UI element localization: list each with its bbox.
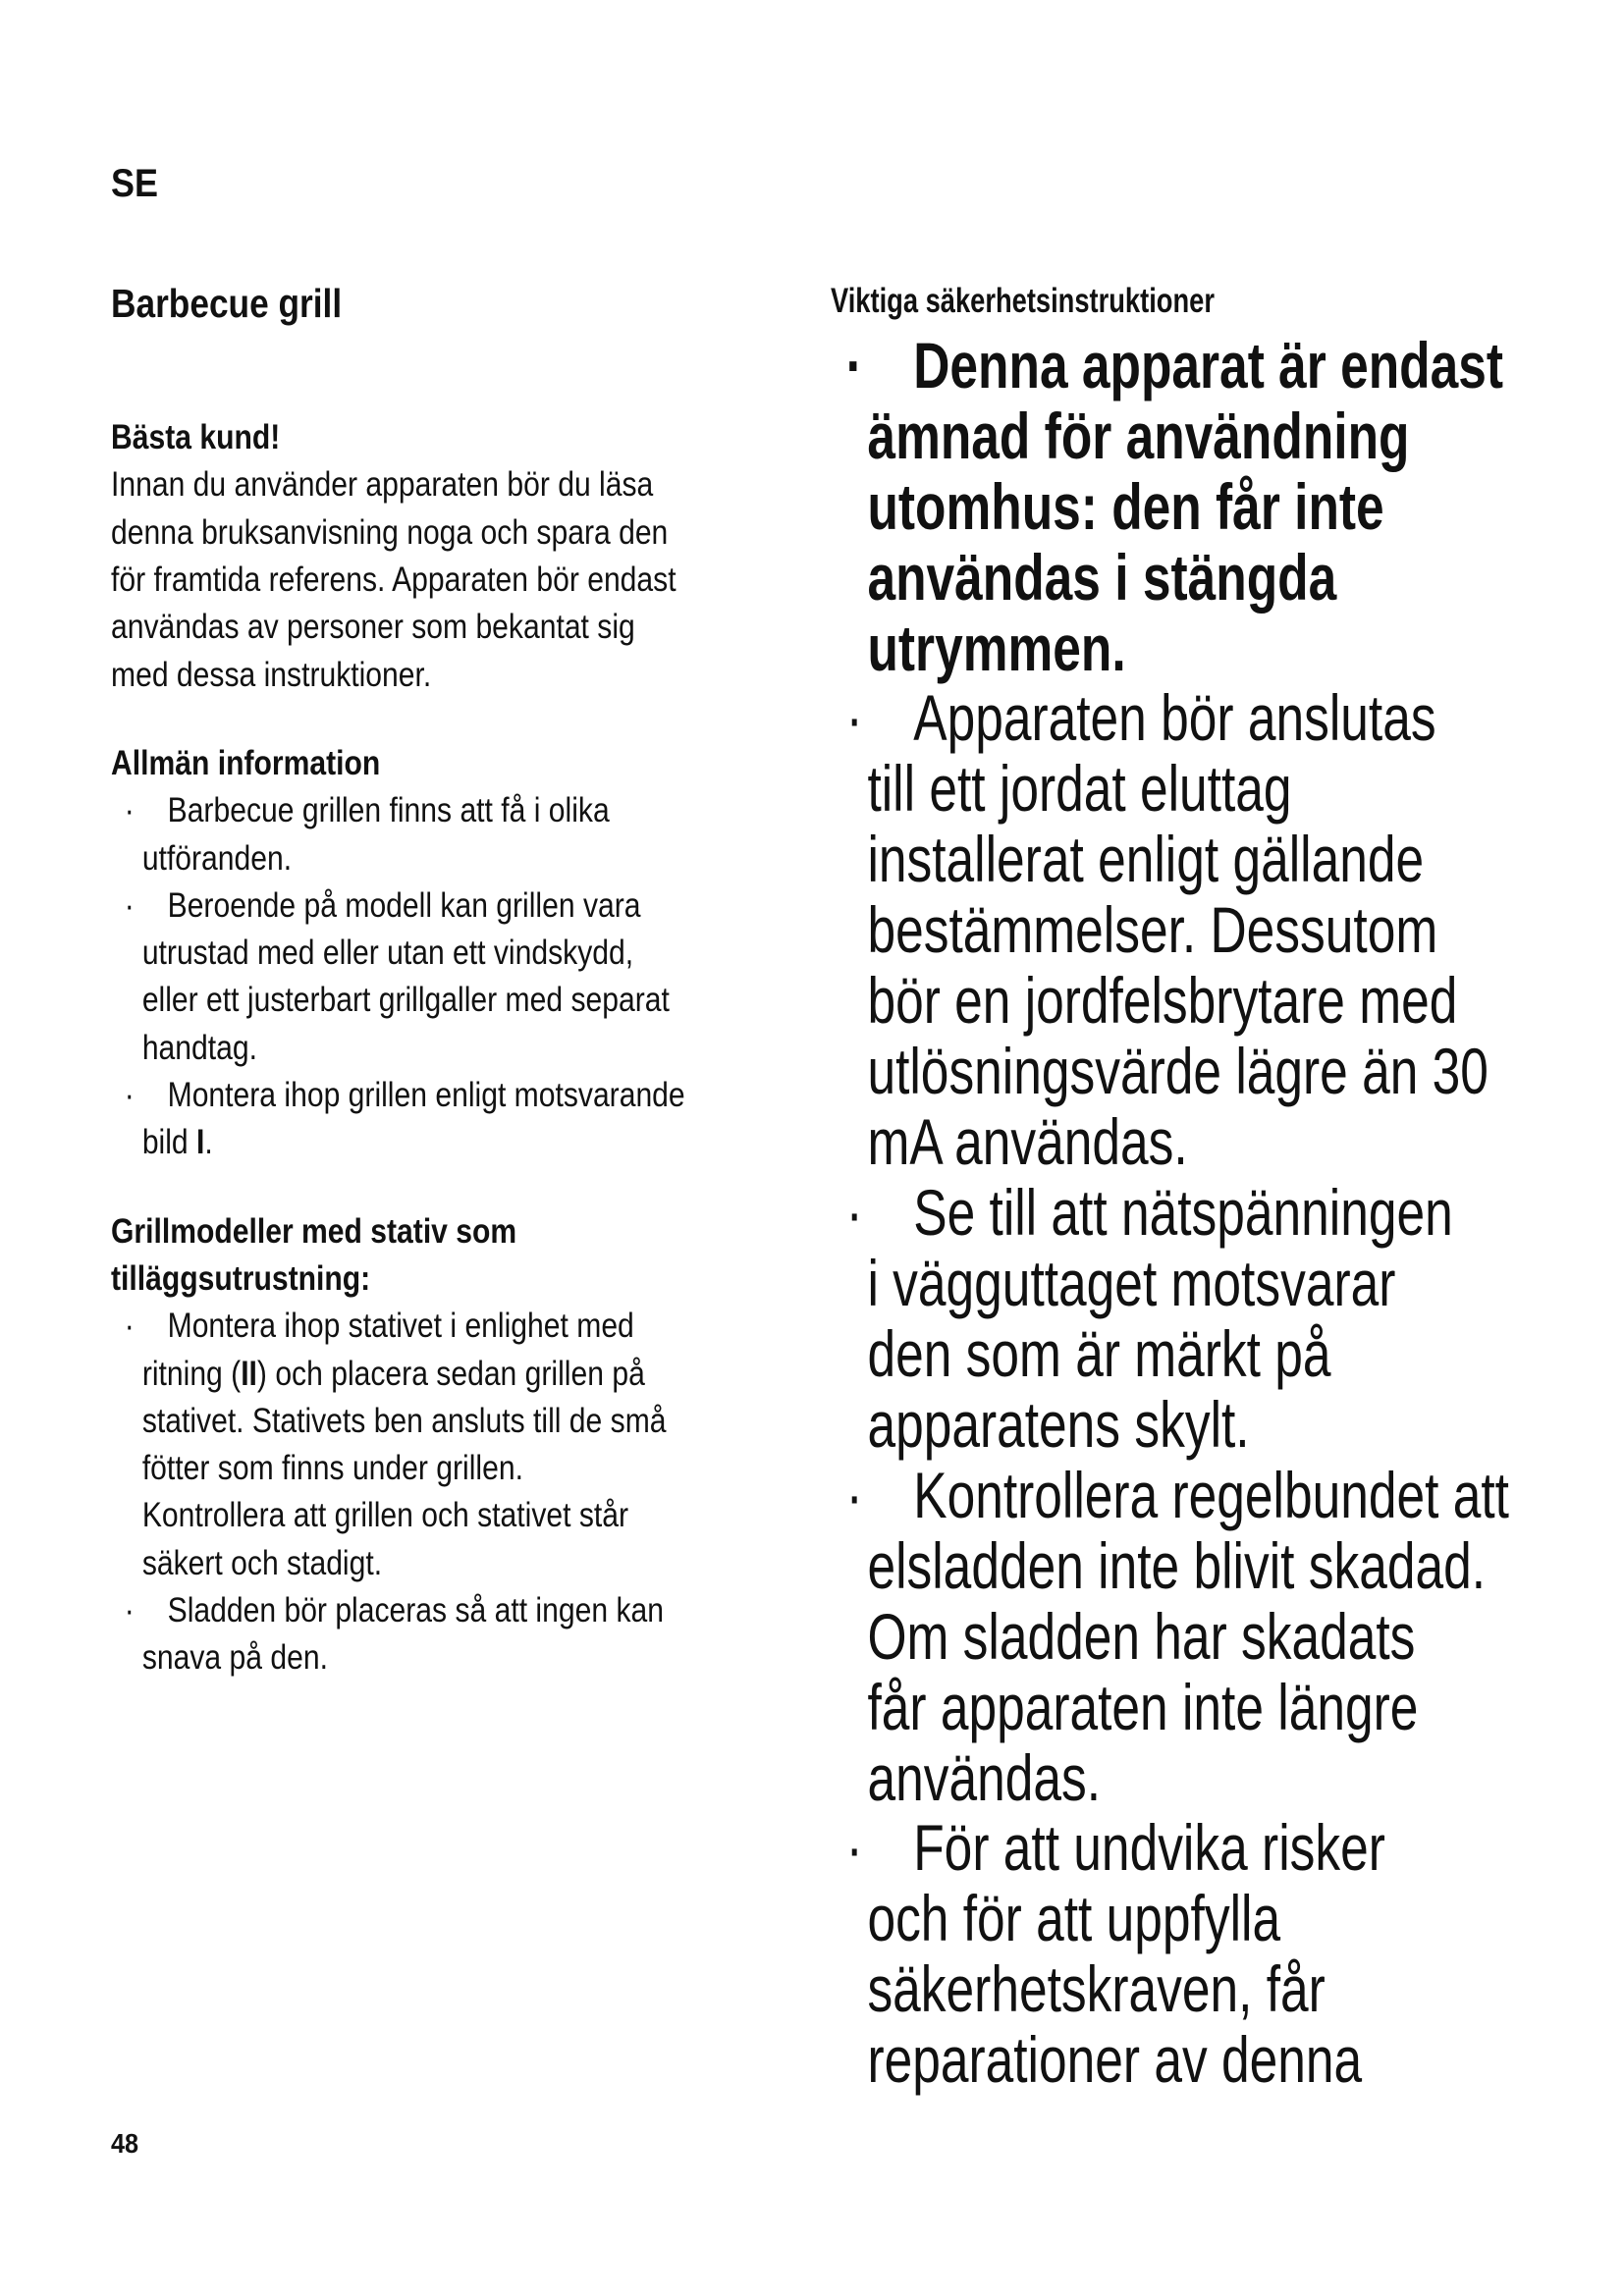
list-item-line: handtag. — [141, 1028, 257, 1067]
general-info-heading: Allmän information — [111, 743, 381, 782]
language-code: SE — [111, 162, 159, 205]
page-number: 48 — [111, 2128, 139, 2159]
stand-heading — [111, 1208, 798, 1304]
safety-line: säkerhetskraven, får — [867, 1952, 1326, 2026]
safety-item — [831, 1178, 1538, 1461]
safety-line: ämnad för användning — [867, 399, 1410, 472]
safety-item — [831, 683, 1538, 1178]
bullet-icon: · — [124, 1591, 135, 1630]
list-item — [111, 882, 798, 1072]
text-fragment: . — [204, 1123, 213, 1162]
list-item-line: snava på den. — [141, 1638, 328, 1678]
bullet-icon: · — [845, 328, 863, 401]
safety-item — [831, 328, 1538, 684]
list-item-line: Barbecue grillen finns att få i olika — [167, 791, 610, 830]
safety-line: mA användas. — [867, 1105, 1188, 1179]
list-item-line: Kontrollera att grillen och stativet står — [141, 1496, 629, 1535]
general-info-list — [111, 787, 798, 1166]
product-title: Barbecue grill — [111, 281, 343, 326]
list-item-line: säkert och stadigt. — [141, 1543, 383, 1582]
safety-item — [831, 1813, 1538, 2096]
safety-line: Om sladden har skadats — [867, 1599, 1416, 1673]
safety-line: bör en jordfelsbrytare med — [867, 964, 1458, 1038]
safety-line: reparationer av denna — [867, 2023, 1363, 2097]
list-item — [111, 1303, 798, 1587]
safety-line: Kontrollera regelbundet att — [913, 1458, 1509, 1531]
list-item-line: Beroende på modell kan grillen vara — [167, 885, 641, 925]
safety-line: användas i stängda — [867, 540, 1337, 614]
intro-line: för framtida referens. Apparaten bör endast — [111, 561, 677, 600]
safety-line: i vägguttaget motsvarar — [867, 1246, 1396, 1319]
stand-list — [111, 1303, 798, 1682]
list-item-line: utrustad med eller utan ett vindskydd, — [141, 934, 634, 973]
heading-line: Grillmodeller med stativ som — [111, 1211, 517, 1251]
list-item-line: stativet. Stativets ben ansluts till de små — [141, 1401, 667, 1440]
bullet-icon: · — [845, 1811, 863, 1885]
left-column — [111, 280, 798, 1682]
safety-heading: Viktiga säkerhetsinstruktioner — [831, 282, 1215, 320]
safety-line: Denna apparat är endast — [913, 328, 1504, 401]
safety-line: och för att uppfylla — [867, 1882, 1281, 1955]
list-item-line: fötter som finns under grillen. — [141, 1449, 523, 1488]
text-fragment: ) och placera sedan grillen på — [256, 1354, 645, 1393]
intro-line: användas av personer som bekantat sig — [111, 608, 635, 647]
greeting: Bästa kund! — [111, 418, 281, 457]
bullet-icon: · — [845, 1176, 863, 1249]
safety-line: installerat enligt gällande — [867, 823, 1425, 896]
list-item-line: Sladden bör placeras så att ingen kan — [167, 1591, 664, 1630]
safety-line: apparatens skylt. — [867, 1387, 1250, 1461]
bullet-icon: · — [124, 791, 135, 830]
list-item — [111, 1587, 798, 1682]
figure-ref: I — [196, 1123, 205, 1162]
list-item-line: utföranden. — [141, 838, 293, 878]
safety-line: utomhus: den får inte — [867, 469, 1384, 543]
safety-line: användas. — [867, 1740, 1102, 1814]
bullet-icon: · — [124, 885, 135, 925]
intro-section — [111, 414, 798, 699]
safety-line: bestämmelser. Dessutom — [867, 893, 1438, 967]
bullet-icon: · — [124, 1076, 135, 1115]
safety-line: Se till att nätspänningen — [913, 1176, 1453, 1249]
intro-line: denna bruksanvisning noga och spara den — [111, 512, 669, 552]
right-column — [831, 280, 1538, 2096]
list-item-line: Montera ihop stativet i enlighet med — [167, 1307, 634, 1346]
safety-line: Apparaten bör anslutas — [913, 681, 1436, 755]
list-item-line: Montera ihop grillen enligt motsvarande — [167, 1076, 685, 1115]
list-item — [111, 787, 798, 882]
figure-ref: II — [241, 1354, 257, 1393]
bullet-icon: · — [845, 1458, 863, 1531]
list-item — [111, 1072, 798, 1167]
list-item-line — [142, 1351, 798, 1398]
intro-line: Innan du använder apparaten bör du läsa — [111, 465, 654, 505]
intro-line: med dessa instruktioner. — [111, 655, 432, 694]
bullet-icon: · — [124, 1307, 135, 1346]
safety-line: till ett jordat eluttag — [867, 752, 1292, 826]
general-info-section — [111, 740, 798, 1167]
bullet-icon: · — [845, 681, 863, 755]
safety-line: utlösningsvärde lägre än 30 — [867, 1035, 1489, 1108]
safety-line: utrymmen. — [867, 611, 1126, 684]
list-item-line: eller ett justerbart grillgaller med separat — [141, 981, 670, 1020]
safety-line: den som är märkt på — [867, 1316, 1331, 1390]
list-item-line — [142, 1119, 798, 1166]
heading-line: tilläggsutrustning: — [111, 1258, 371, 1298]
text-fragment: bild — [141, 1123, 197, 1162]
safety-line: För att undvika risker — [913, 1811, 1385, 1885]
safety-line: elsladden inte blivit skadad. — [867, 1528, 1487, 1602]
stand-section — [111, 1208, 798, 1682]
text-fragment: ritning ( — [141, 1354, 242, 1393]
safety-item — [831, 1458, 1538, 1814]
safety-line: får apparaten inte längre — [867, 1670, 1419, 1743]
